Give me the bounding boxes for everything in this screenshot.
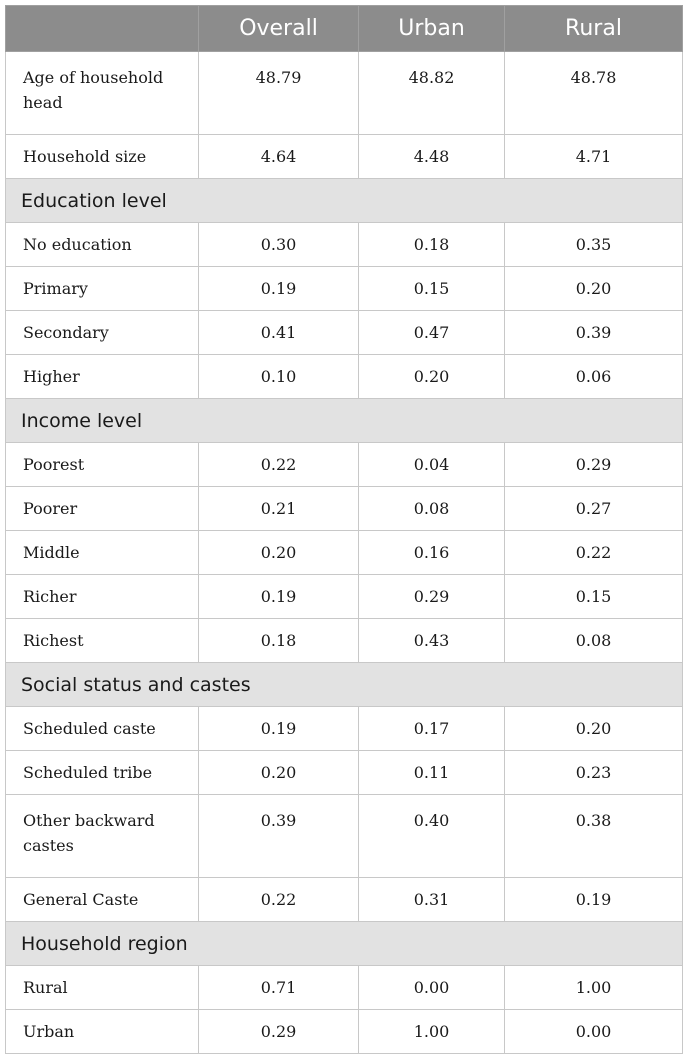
table-header <box>6 6 683 52</box>
row-label: Scheduled caste <box>6 707 199 751</box>
cell-rural: 0.19 <box>505 878 683 922</box>
cell-overall: 0.22 <box>199 878 359 922</box>
table-row <box>6 355 683 399</box>
cell-urban: 0.17 <box>359 707 505 751</box>
cell-overall: 0.19 <box>199 267 359 311</box>
cell-rural: 0.15 <box>505 575 683 619</box>
cell-urban: 0.40 <box>359 795 505 878</box>
row-label: Higher <box>6 355 199 399</box>
section-row-social <box>6 663 683 707</box>
header-rural: Rural <box>505 6 683 52</box>
row-label: Primary <box>6 267 199 311</box>
table-row <box>6 135 683 179</box>
section-row-region <box>6 922 683 966</box>
table-row <box>6 619 683 663</box>
cell-urban: 0.16 <box>359 531 505 575</box>
cell-overall: 0.20 <box>199 531 359 575</box>
table-row <box>6 966 683 1010</box>
cell-urban: 0.08 <box>359 487 505 531</box>
cell-overall: 0.10 <box>199 355 359 399</box>
cell-rural: 48.78 <box>505 52 683 135</box>
cell-rural: 0.06 <box>505 355 683 399</box>
cell-urban: 0.20 <box>359 355 505 399</box>
table-row <box>6 878 683 922</box>
header-urban: Urban <box>359 6 505 52</box>
table-row <box>6 531 683 575</box>
cell-urban: 0.47 <box>359 311 505 355</box>
table-row <box>6 487 683 531</box>
table-row <box>6 267 683 311</box>
row-label: Age of household head <box>6 52 199 135</box>
cell-rural: 0.29 <box>505 443 683 487</box>
section-label: Household region <box>6 922 683 966</box>
cell-urban: 0.15 <box>359 267 505 311</box>
header-blank-cell <box>6 6 199 52</box>
cell-rural: 0.20 <box>505 267 683 311</box>
cell-urban: 0.00 <box>359 966 505 1010</box>
section-label: Income level <box>6 399 683 443</box>
row-label: Poorest <box>6 443 199 487</box>
row-label: Scheduled tribe <box>6 751 199 795</box>
header-overall: Overall <box>199 6 359 52</box>
cell-rural: 0.27 <box>505 487 683 531</box>
cell-overall: 4.64 <box>199 135 359 179</box>
cell-rural: 0.38 <box>505 795 683 878</box>
cell-rural: 0.00 <box>505 1010 683 1054</box>
table-row <box>6 443 683 487</box>
cell-overall: 0.71 <box>199 966 359 1010</box>
cell-rural: 4.71 <box>505 135 683 179</box>
cell-rural: 0.23 <box>505 751 683 795</box>
cell-urban: 0.29 <box>359 575 505 619</box>
table-row <box>6 751 683 795</box>
cell-overall: 0.19 <box>199 707 359 751</box>
cell-overall: 0.21 <box>199 487 359 531</box>
table-row <box>6 52 683 135</box>
row-label: Richest <box>6 619 199 663</box>
cell-rural: 0.35 <box>505 223 683 267</box>
cell-urban: 0.11 <box>359 751 505 795</box>
row-label: Urban <box>6 1010 199 1054</box>
cell-overall: 0.20 <box>199 751 359 795</box>
row-label: Poorer <box>6 487 199 531</box>
table-row <box>6 795 683 878</box>
table-row <box>6 223 683 267</box>
cell-urban: 0.43 <box>359 619 505 663</box>
row-label: Household size <box>6 135 199 179</box>
row-label: General Caste <box>6 878 199 922</box>
header-row <box>6 6 683 52</box>
section-label: Education level <box>6 179 683 223</box>
row-label: Secondary <box>6 311 199 355</box>
row-label: Other backward castes <box>6 795 199 878</box>
cell-overall: 48.79 <box>199 52 359 135</box>
row-label: No education <box>6 223 199 267</box>
section-row-income <box>6 399 683 443</box>
cell-overall: 0.22 <box>199 443 359 487</box>
cell-overall: 0.18 <box>199 619 359 663</box>
row-label: Middle <box>6 531 199 575</box>
row-label: Rural <box>6 966 199 1010</box>
cell-rural: 0.08 <box>505 619 683 663</box>
table-row <box>6 707 683 751</box>
cell-rural: 1.00 <box>505 966 683 1010</box>
table-body <box>6 52 683 1054</box>
household-characteristics-table <box>5 5 683 1054</box>
section-label: Social status and castes <box>6 663 683 707</box>
cell-rural: 0.20 <box>505 707 683 751</box>
cell-overall: 0.19 <box>199 575 359 619</box>
row-label: Richer <box>6 575 199 619</box>
cell-urban: 0.04 <box>359 443 505 487</box>
cell-rural: 0.39 <box>505 311 683 355</box>
table-row <box>6 1010 683 1054</box>
cell-overall: 0.39 <box>199 795 359 878</box>
table-row <box>6 311 683 355</box>
section-row-education <box>6 179 683 223</box>
cell-overall: 0.30 <box>199 223 359 267</box>
table-row <box>6 575 683 619</box>
cell-urban: 1.00 <box>359 1010 505 1054</box>
cell-urban: 0.31 <box>359 878 505 922</box>
cell-urban: 0.18 <box>359 223 505 267</box>
cell-overall: 0.41 <box>199 311 359 355</box>
cell-overall: 0.29 <box>199 1010 359 1054</box>
cell-urban: 48.82 <box>359 52 505 135</box>
cell-urban: 4.48 <box>359 135 505 179</box>
cell-rural: 0.22 <box>505 531 683 575</box>
